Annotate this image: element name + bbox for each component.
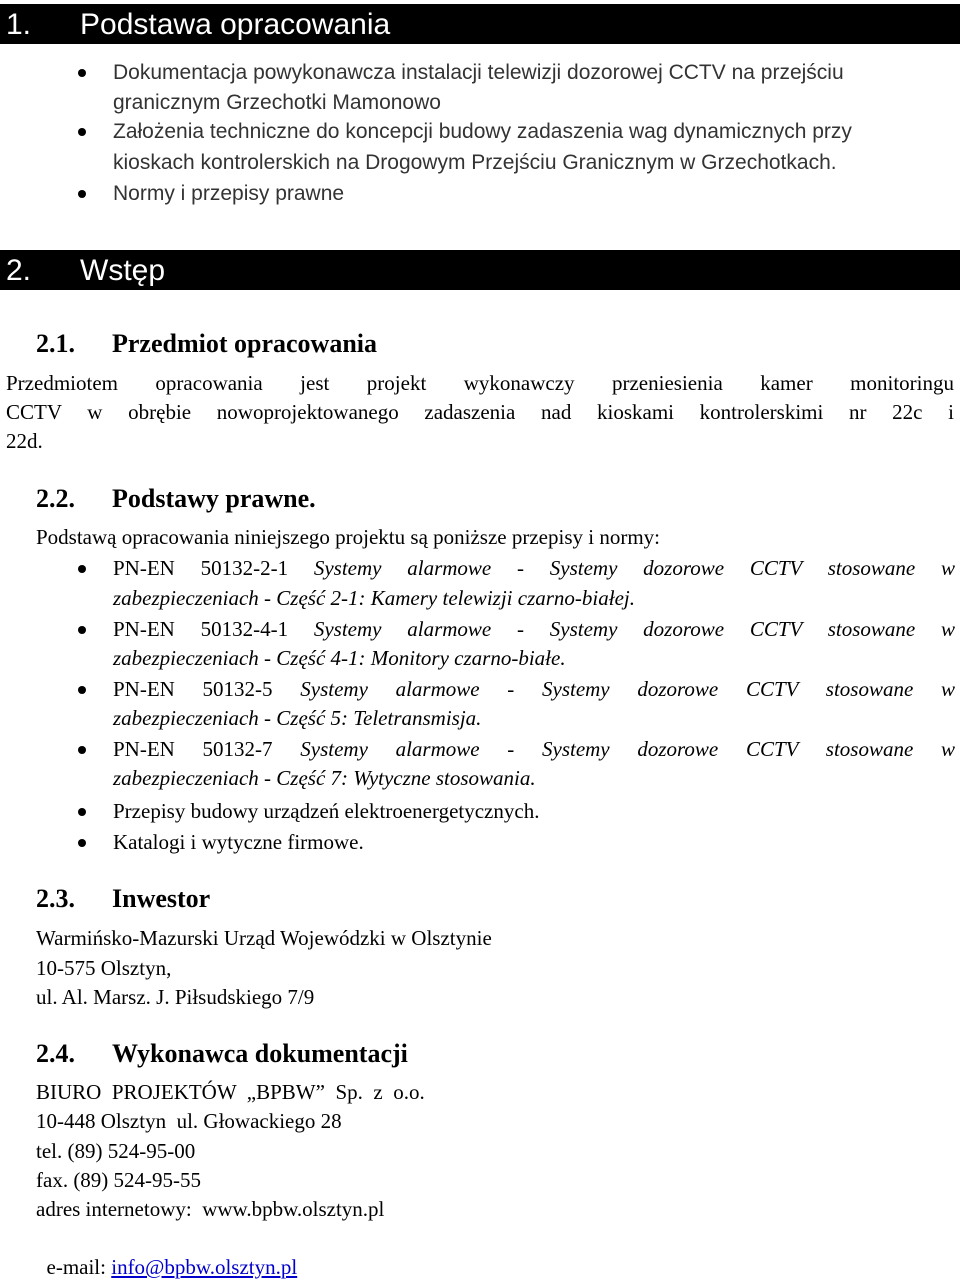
list-item-line: granicznym Grzechotki Mamonowo bbox=[113, 91, 441, 114]
norm-code: PN-EN 50132-7 bbox=[113, 737, 273, 761]
contact-line: adres internetowy: www.bpbw.olsztyn.pl bbox=[36, 1197, 385, 1221]
contact-line: fax. (89) 524-95-55 bbox=[36, 1168, 202, 1192]
bullet-icon bbox=[78, 190, 86, 198]
section-1-number: 1. bbox=[6, 8, 32, 41]
list-item-line: Przepisy budowy urządzeń elektroenergetycznych. bbox=[113, 799, 540, 823]
contact-line: BIURO PROJEKTÓW „BPBW” Sp. z o.o. bbox=[36, 1080, 425, 1104]
section-1-title: Podstawa opracowania bbox=[80, 8, 391, 41]
norm-title-continued: zabezpieczeniach - Część 2-1: Kamery telewizji czarno-białej. bbox=[113, 586, 635, 610]
norm-title: Systemy alarmowe - Systemy dozorowe CCTV stosowane w bbox=[313, 556, 956, 580]
list-item-line: Normy i przepisy prawne bbox=[113, 182, 345, 205]
email-line bbox=[36, 1225, 297, 1281]
paragraph-line: Przedmiotem opracowania jest projekt wykonawczy przeniesienia kamer monitoringu bbox=[6, 371, 954, 395]
section-1-heading bbox=[0, 4, 960, 44]
list-item-line: Katalogi i wytyczne firmowe. bbox=[113, 830, 364, 854]
bullet-icon bbox=[78, 746, 86, 754]
subsection-2-1-title: Przedmiot opracowania bbox=[112, 329, 378, 358]
norm-title: Systemy alarmowe - Systemy dozorowe CCTV stosowane w bbox=[300, 737, 956, 761]
address-line: Warmińsko-Mazurski Urząd Wojewódzki w Olsztynie bbox=[36, 926, 492, 950]
subsection-2-2-title: Podstawy prawne. bbox=[112, 484, 316, 513]
norm-item bbox=[113, 735, 955, 763]
address-line: ul. Al. Marsz. J. Piłsudskiego 7/9 bbox=[36, 985, 315, 1009]
norm-item bbox=[113, 554, 955, 582]
bullet-icon bbox=[78, 808, 86, 816]
contact-line: tel. (89) 524-95-00 bbox=[36, 1139, 196, 1163]
norm-code: PN-EN 50132-5 bbox=[113, 677, 273, 701]
bullet-icon bbox=[78, 128, 86, 136]
list-item-line: kioskach kontrolerskich na Drogowym Przejściu Granicznym w Grzechotkach. bbox=[113, 151, 837, 174]
bullet-icon bbox=[78, 686, 86, 694]
contact-line: 10-448 Olsztyn ul. Głowackiego 28 bbox=[36, 1109, 342, 1133]
subsection-2-4-number: 2.4. bbox=[36, 1039, 75, 1068]
bullet-icon bbox=[78, 565, 86, 573]
paragraph-line: CCTV w obrębie nowoprojektowanego zadaszenia nad kioskami kontrolerskimi nr 22c i bbox=[6, 400, 954, 424]
bullet-icon bbox=[78, 839, 86, 847]
norm-title-continued: zabezpieczeniach - Część 4-1: Monitory czarno-białe. bbox=[113, 646, 566, 670]
norm-title-continued: zabezpieczeniach - Część 5: Teletransmisja. bbox=[113, 706, 482, 730]
norm-code: PN-EN 50132-4-1 bbox=[113, 617, 289, 641]
email-label: e-mail: bbox=[46, 1255, 112, 1279]
section-2-title: Wstęp bbox=[80, 254, 166, 287]
subsection-2-2-number: 2.2. bbox=[36, 484, 75, 513]
subsection-2-1-number: 2.1. bbox=[36, 329, 75, 358]
bullet-icon bbox=[78, 69, 86, 77]
section-2-number: 2. bbox=[6, 254, 32, 287]
email-link[interactable]: info@bpbw.olsztyn.pl bbox=[111, 1255, 298, 1279]
list-item-line: Założenia techniczne do koncepcji budowy zadaszenia wag dynamicznych przy bbox=[113, 120, 852, 143]
section-2-heading bbox=[0, 250, 960, 290]
paragraph-line: Podstawą opracowania niniejszego projektu są poniższe przepisy i normy: bbox=[36, 525, 660, 549]
norm-title-continued: zabezpieczeniach - Część 7: Wytyczne stosowania. bbox=[113, 766, 536, 790]
address-line: 10-575 Olsztyn, bbox=[36, 956, 172, 980]
norm-item bbox=[113, 675, 955, 703]
subsection-2-3-title: Inwestor bbox=[112, 884, 211, 913]
norm-title: Systemy alarmowe - Systemy dozorowe CCTV stosowane w bbox=[313, 617, 956, 641]
paragraph-line: 22d. bbox=[6, 429, 43, 453]
norm-code: PN-EN 50132-2-1 bbox=[113, 556, 289, 580]
list-item-line: Dokumentacja powykonawcza instalacji telewizji dozorowej CCTV na przejściu bbox=[113, 61, 844, 84]
norm-title: Systemy alarmowe - Systemy dozorowe CCTV stosowane w bbox=[300, 677, 956, 701]
norm-item bbox=[113, 615, 955, 643]
bullet-icon bbox=[78, 626, 86, 634]
subsection-2-4-title: Wykonawca dokumentacji bbox=[112, 1039, 408, 1068]
subsection-2-3-number: 2.3. bbox=[36, 884, 75, 913]
